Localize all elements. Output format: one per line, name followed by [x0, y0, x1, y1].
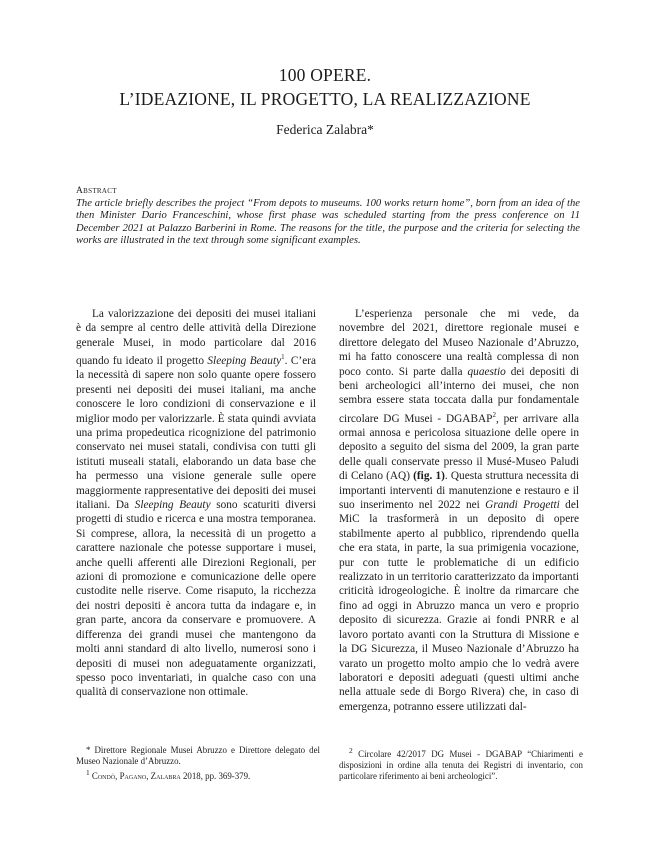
- figure-reference: (fig. 1): [413, 470, 445, 483]
- footnote-1: [76, 767, 320, 782]
- footnote-2-text: Circolare 42/2017 DG Musei - DGABAP “Chiarimenti e disposizioni in ordine alla tenuta dei Registri di inventario, con particolare riferimento ai beni archeologici”.: [339, 748, 583, 781]
- footnote-1-authors: Condò, Pagano, Zalabra: [91, 770, 181, 781]
- footnotes-left: [76, 745, 320, 782]
- body-paragraph: [339, 307, 579, 714]
- body-column-right: [339, 307, 579, 714]
- text-run: sono scaturiti diversi progetti di studio e ricerca e una mostra temporanea. Si comprese, allora, la necessità di un progetto a carattere nazionale che potesse supportare i musei, anche quelli afferenti alle Direzioni Regionali, per azioni di promozione e comunicazione delle opere custodite nelle riserve. Come risaputo, la ricchezza dei nostri depositi è ancora tutta da indagare e, in gran parte, ancora da conservare e promuovere. A differenza dei grandi musei che mantengono da molti anni standard di alto livello, numerosi sono i depositi di musei non adeguatamente organizzati, spesso poco inventariati, in qualche caso con una qualità di conservazione non ottimale.: [76, 499, 317, 699]
- text-run: . Questa struttura necessita di importanti interventi di manutenzione e restauro e il suo inserimento nel 2022 nei: [339, 470, 579, 512]
- italic-run: Grandi Progetti: [485, 499, 560, 512]
- text-run: del MiC la trasformerà in un deposito di opere stabilmente aperto al pubblico, riprendendo quella che era stata, in parte, la sua primigenia vocazione, pur con tutte le problematiche di un edificio realizzato in un territorio caratterizzato da importanti criticità idrogeologiche. È inoltre da rimarcare che fino ad oggi in Abruzzo manca un vero e proprio deposito di sicurezza. Grazie ai fondi PNRR e al lavoro portato avanti con la Struttura di Missione e la DG Sicurezza, il Museo Nazionale d’Abruzzo ha varato un progetto molto ampio che lo vedrà avere laboratori e depositi adeguati (questi ultimi anche nella attuale sede di Borgo Rivera) che, in caso di emergenza, potranno essere utilizzati dal-: [339, 499, 579, 713]
- text-run: , per arrivare alla ormai annosa e pericolosa situazione delle opere in deposito a seguito del sisma del 2009, la gran parte delle quali conservate presso il Musé-Museo Paludi di Celano (AQ): [339, 412, 579, 483]
- footnote-1-number: 1: [86, 768, 90, 777]
- text-run: dei depositi di beni archeologici all’interno dei musei, che non sembra essere stata toccata dalla pur fondamentale circolare DG Musei - DGABAP: [339, 365, 579, 425]
- abstract-heading: Abstract: [76, 186, 117, 196]
- author-name: Federica Zalabra*: [276, 122, 374, 137]
- italic-run: quaestio: [467, 365, 506, 378]
- footnote-ref: 2: [492, 410, 496, 419]
- article-title-line-1: 100 OPERE.: [278, 65, 372, 85]
- text-run: . C’era la necessità di sapere non solo quante opere fossero presenti nei depositi dei musei italiani, ma anche conoscere le loro condizioni di conservazione e il miglior modo per valorizzarle. È stata quindi avviata una prima propedeutica ricognizione del patrimonio conservato nei musei statali, condivisa con tutti gli istituti museali statali, elaborando un data base che ha permesso una visione generale sulle opere maggiormente rappresentative dei depositi dei musei italiani. Da: [76, 354, 316, 512]
- footnote-star: * Direttore Regionale Musei Abruzzo e Direttore delegato del Museo Nazionale d’Abruzzo.: [76, 745, 320, 766]
- article-title-line-2: L’IDEAZIONE, IL PROGETTO, LA REALIZZAZIONE: [119, 89, 531, 109]
- body-column-left: [76, 307, 316, 700]
- italic-run: Sleeping Beauty: [134, 499, 211, 512]
- footnote-2: [339, 745, 583, 782]
- text-run: La valorizzazione dei depositi dei musei italiani è da sempre al centro delle attività della Direzione generale Musei, in modo particolare dal 2016 quando fu ideato il progetto: [76, 308, 316, 367]
- footnotes-right: [339, 745, 583, 782]
- body-paragraph: [76, 307, 316, 700]
- text-run: L’esperienza personale che mi vede, da novembre del 2021, direttore regionale musei e direttore delegato del Museo Nazionale d’Abruzzo, mi ha fatto conoscere una realtà complessa di non poco conto. Si parte dalla: [339, 308, 579, 378]
- footnote-ref: 1: [281, 353, 285, 362]
- footnote-1-text: 2018, pp. 369-379.: [180, 770, 251, 781]
- italic-run: Sleeping Beauty: [207, 354, 282, 367]
- footnote-2-number: 2: [349, 746, 353, 755]
- abstract-text: The article briefly describes the project “From depots to museums. 100 works return home”, born from an idea of the then Minister Dario Franceschini, whose first phase was scheduled starting from the press conference on 11 December 2021 at Palazzo Barberini in Rome. The reasons for the title, the purpose and the criteria for selecting the works are illustrated in the text through some significant examples.: [76, 198, 580, 246]
